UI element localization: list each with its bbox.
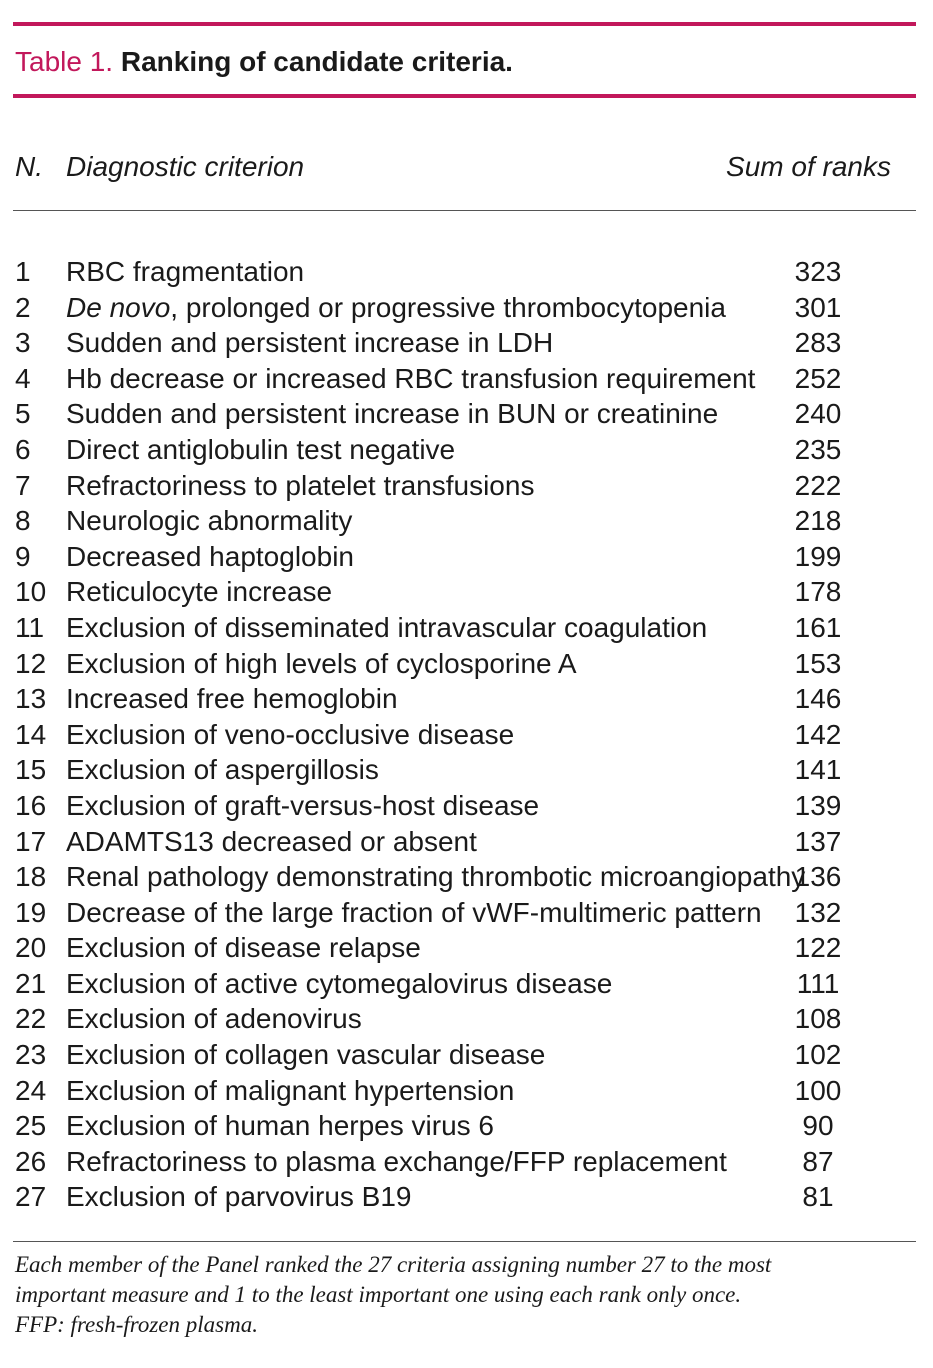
row-sum-of-ranks: 178	[794, 576, 842, 608]
row-criterion-text: Decreased haptoglobin	[66, 540, 354, 572]
row-sum-of-ranks: 122	[794, 932, 842, 964]
row-criterion-text: Exclusion of graft-versus-host disease	[66, 789, 540, 821]
table-row	[0, 1001, 933, 1037]
row-criterion-text: Exclusion of malignant hypertension	[66, 1074, 515, 1106]
row-criterion-text: Exclusion of parvovirus B19	[66, 1181, 412, 1213]
table-row	[0, 610, 933, 646]
table-row	[0, 646, 933, 682]
header-sum-of-ranks: Sum of ranks	[726, 151, 891, 182]
table-row	[0, 1144, 933, 1180]
row-criterion	[66, 646, 577, 682]
row-criterion	[66, 361, 755, 397]
row-criterion-text: Refractoriness to plasma exchange/FFP replacement	[66, 1145, 727, 1177]
row-criterion	[66, 396, 718, 432]
row-number: 9	[15, 540, 31, 572]
row-criterion	[66, 1073, 514, 1109]
row-criterion	[66, 681, 398, 717]
header-number: N.	[15, 151, 43, 182]
row-sum-of-ranks: 161	[794, 611, 842, 643]
row-sum-of-ranks: 90	[802, 1110, 834, 1142]
row-number: 27	[15, 1181, 47, 1213]
row-criterion	[66, 859, 805, 895]
table-row	[0, 1179, 933, 1215]
row-sum-of-ranks: 222	[794, 469, 842, 501]
footnote-line: Each member of the Panel ranked the 27 criteria assigning number 27 to the most	[15, 1252, 772, 1277]
row-criterion	[66, 1108, 494, 1144]
row-sum-of-ranks: 252	[794, 362, 842, 394]
row-criterion	[66, 290, 726, 326]
row-sum-of-ranks: 142	[794, 718, 842, 750]
table-caption	[15, 44, 513, 80]
row-criterion	[66, 503, 352, 539]
row-criterion	[66, 1144, 727, 1180]
row-criterion	[66, 788, 539, 824]
row-sum-of-ranks: 240	[794, 398, 842, 430]
table-footnote	[15, 1250, 920, 1340]
row-number: 13	[15, 683, 47, 715]
row-criterion-text: Reticulocyte increase	[66, 576, 333, 608]
row-criterion-text: RBC fragmentation	[66, 256, 305, 287]
row-sum-of-ranks: 87	[802, 1145, 834, 1177]
row-criterion-text: Exclusion of high levels of cyclosporine A	[66, 647, 577, 679]
row-number: 10	[15, 576, 47, 608]
row-number: 8	[15, 505, 31, 537]
row-number: 15	[15, 754, 47, 786]
row-number: 7	[15, 469, 31, 501]
row-sum-of-ranks: 199	[794, 540, 842, 572]
table-row	[0, 1108, 933, 1144]
row-criterion-text: , prolonged or progressive thrombocytopenia	[170, 291, 726, 323]
row-criterion	[66, 895, 762, 931]
row-criterion	[66, 610, 707, 646]
row-sum-of-ranks: 235	[794, 433, 842, 465]
row-criterion	[66, 824, 477, 860]
row-criterion	[66, 254, 304, 290]
row-number: 25	[15, 1110, 47, 1142]
footnote-divider	[13, 1241, 916, 1242]
table-row	[0, 681, 933, 717]
row-number: 24	[15, 1074, 47, 1106]
table-row	[0, 895, 933, 931]
row-sum-of-ranks: 139	[794, 789, 842, 821]
row-criterion-text: ADAMTS13 decreased or absent	[66, 825, 477, 857]
row-sum-of-ranks: 108	[794, 1003, 842, 1035]
table-row	[0, 290, 933, 326]
row-sum-of-ranks: 218	[794, 505, 842, 537]
row-number: 5	[15, 398, 31, 430]
table-row	[0, 361, 933, 397]
caption-bottom-rule	[13, 94, 916, 98]
table-row	[0, 717, 933, 753]
row-number: 4	[15, 362, 31, 394]
table-body	[0, 254, 933, 1215]
row-sum-of-ranks: 153	[794, 647, 842, 679]
caption-title: Ranking of candidate criteria.	[120, 46, 513, 77]
table-row	[0, 254, 933, 290]
row-criterion	[66, 325, 553, 361]
row-number: 12	[15, 647, 47, 679]
row-criterion	[66, 1179, 412, 1215]
row-criterion-text: Renal pathology demonstrating thrombotic microangiopathy	[66, 861, 806, 893]
table-row	[0, 824, 933, 860]
row-criterion	[66, 930, 421, 966]
row-criterion	[66, 717, 514, 753]
row-number: 19	[15, 896, 47, 928]
row-sum-of-ranks: 111	[796, 967, 840, 999]
table-row	[0, 1073, 933, 1109]
row-criterion	[66, 539, 354, 575]
table-row	[0, 930, 933, 966]
row-sum-of-ranks: 136	[794, 861, 842, 893]
row-criterion	[66, 752, 379, 788]
table-row	[0, 788, 933, 824]
row-number: 23	[15, 1039, 47, 1071]
row-criterion-text: Decrease of the large fraction of vWF-multimeric pattern	[66, 896, 762, 928]
row-number: 16	[15, 789, 47, 821]
table-row	[0, 468, 933, 504]
row-criterion-text: Refractoriness to platelet transfusions	[66, 469, 535, 501]
row-sum-of-ranks: 323	[794, 256, 842, 287]
row-criterion-text: Neurologic abnormality	[66, 505, 353, 537]
row-number: 11	[15, 611, 45, 643]
caption-top-rule	[13, 22, 916, 26]
row-number: 26	[15, 1145, 47, 1177]
row-criterion-italic: De novo	[66, 291, 171, 323]
table-row	[0, 396, 933, 432]
row-sum-of-ranks: 301	[794, 291, 842, 323]
row-criterion	[66, 432, 455, 468]
row-number: 22	[15, 1003, 47, 1035]
header-divider	[13, 210, 916, 211]
row-criterion-text: Exclusion of disease relapse	[66, 932, 421, 964]
row-number: 2	[15, 291, 31, 323]
table-row	[0, 539, 933, 575]
row-criterion-text: Exclusion of disseminated intravascular coagulation	[66, 611, 708, 643]
row-criterion-text: Exclusion of human herpes virus 6	[66, 1110, 494, 1142]
footnote-line: FFP: fresh-frozen plasma.	[15, 1312, 258, 1337]
row-sum-of-ranks: 137	[794, 825, 842, 857]
table-row	[0, 966, 933, 1002]
row-number: 17	[15, 825, 47, 857]
row-criterion	[66, 1037, 545, 1073]
row-sum-of-ranks: 132	[794, 896, 842, 928]
row-sum-of-ranks: 81	[802, 1181, 834, 1213]
row-number: 1	[15, 256, 31, 287]
table-row	[0, 1037, 933, 1073]
row-number: 21	[15, 967, 47, 999]
row-number: 6	[15, 433, 31, 465]
row-criterion-text: Exclusion of active cytomegalovirus disease	[66, 967, 613, 999]
row-number: 3	[15, 327, 31, 359]
row-criterion-text: Exclusion of adenovirus	[66, 1003, 362, 1035]
table-header	[0, 145, 933, 189]
row-criterion-text: Exclusion of collagen vascular disease	[66, 1039, 546, 1071]
row-sum-of-ranks: 102	[794, 1039, 842, 1071]
table-row	[0, 325, 933, 361]
row-criterion-text: Sudden and persistent increase in LDH	[66, 327, 554, 359]
row-criterion-text: Exclusion of veno-occlusive disease	[66, 718, 515, 750]
table-row	[0, 432, 933, 468]
row-sum-of-ranks: 100	[794, 1074, 842, 1106]
row-criterion	[66, 1001, 362, 1037]
row-criterion	[66, 574, 332, 610]
row-criterion	[66, 966, 612, 1002]
row-sum-of-ranks: 141	[794, 754, 842, 786]
row-criterion-text: Increased free hemoglobin	[66, 683, 398, 715]
row-criterion-text: Exclusion of aspergillosis	[66, 754, 379, 786]
footnote-line: important measure and 1 to the least important one using each rank only once.	[15, 1282, 742, 1307]
row-number: 14	[15, 718, 47, 750]
row-criterion-text: Direct antiglobulin test negative	[66, 433, 456, 465]
table-row	[0, 752, 933, 788]
table-row	[0, 503, 933, 539]
row-sum-of-ranks: 283	[794, 327, 842, 359]
row-criterion	[66, 468, 534, 504]
row-criterion-text: Hb decrease or increased RBC transfusion requirement	[66, 362, 756, 394]
row-criterion-text: Sudden and persistent increase in BUN or creatinine	[66, 398, 719, 430]
row-number: 18	[15, 861, 47, 893]
header-criterion: Diagnostic criterion	[66, 151, 305, 182]
table-row	[0, 574, 933, 610]
table-row	[0, 859, 933, 895]
caption-label: Table 1.	[15, 46, 114, 77]
row-number: 20	[15, 932, 47, 964]
row-sum-of-ranks: 146	[794, 683, 842, 715]
